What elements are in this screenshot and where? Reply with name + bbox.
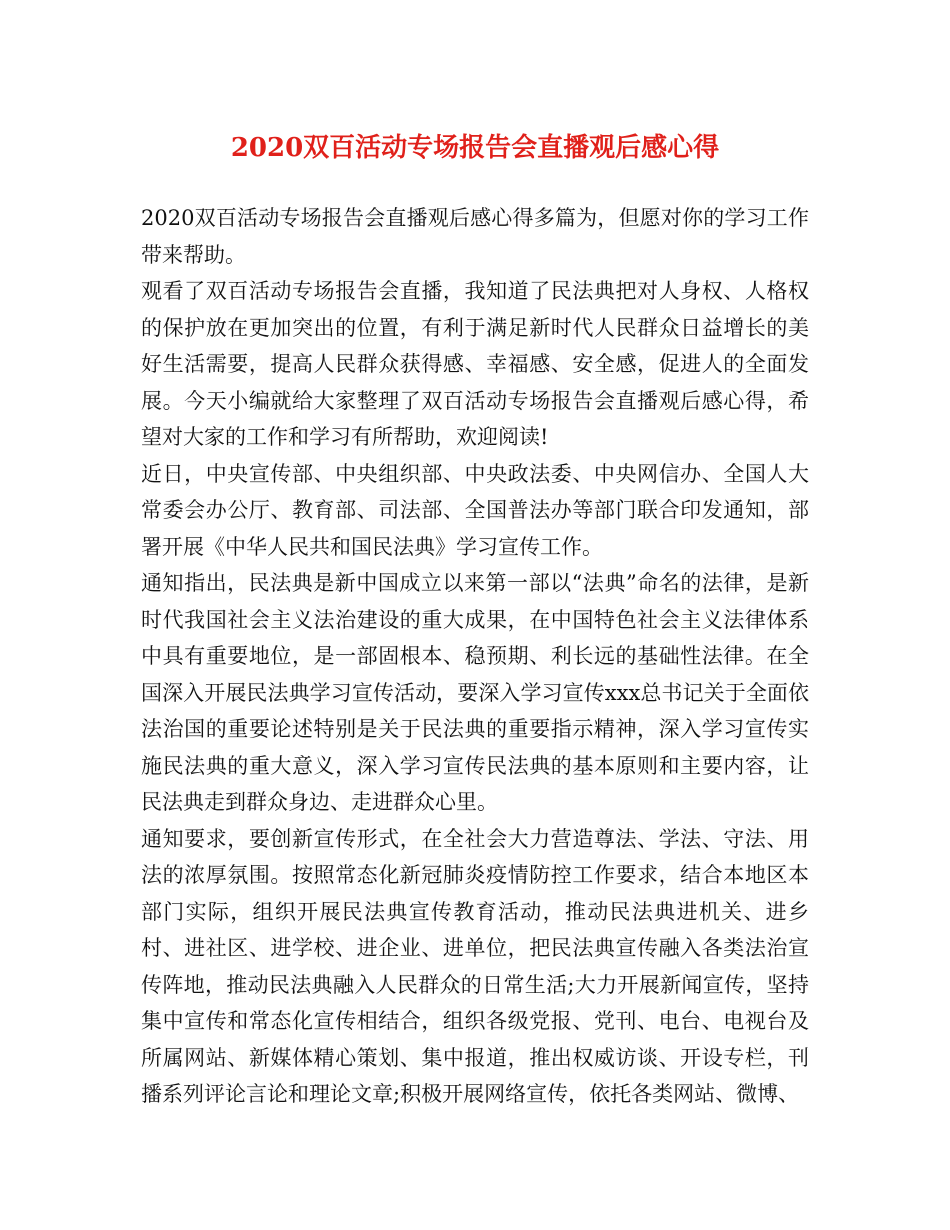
paragraph-summary: 观看了双百活动专场报告会直播，我知道了民法典把对人身权、人格权的保护放在更加突出的位置，有利于满足新时代人民群众日益增长的美好生活需要，提高人民群众获得感、幸福感、安全感，促进人的全面发展。今天小编就给大家整理了双百活动专场报告会直播观后感心得，希望对大家的工作和学习有所帮助，欢迎阅读! bbox=[141, 279, 809, 449]
paragraph-intro: 2020双百活动专场报告会直播观后感心得多篇为，但愿对你的学习工作带来帮助。 bbox=[141, 206, 809, 267]
paragraph-notice-requirements: 通知要求，要创新宣传形式，在全社会大力营造尊法、学法、守法、用法的浓厚氛围。按照常态化新冠肺炎疫情防控工作要求，结合本地区本部门实际，组织开展民法典宣传教育活动，推动民法典进机关、进乡村、进社区、进学校、进企业、进单位，把民法典宣传融入各类法治宣传阵地，推动民法典融入人民群众的日常生活;大力开展新闻宣传，坚持集中宣传和常态化宣传相结合，组织各级党报、党刊、电台、电视台及所属网站、新媒体精心策划、集中报道，推出权威访谈、开设专栏，刊播系列评论言论和理论文章;积极开展网络宣传，依托各类网站、微博、 bbox=[141, 826, 809, 1106]
document-body bbox=[141, 200, 809, 1113]
paragraph-notice: 近日，中央宣传部、中央组织部、中央政法委、中央网信办、全国人大常委会办公厅、教育部、司法部、全国普法办等部门联合印发通知，部署开展《中华人民共和国民法典》学习宣传工作。 bbox=[141, 461, 809, 559]
paragraph-notice-points: 通知指出，民法典是新中国成立以来第一部以“法典”命名的法律，是新时代我国社会主义法治建设的重大成果，在中国特色社会主义法律体系中具有重要地位，是一部固根本、稳预期、利长远的基础性法律。在全国深入开展民法典学习宣传活动，要深入学习宣传xxx总书记关于全面依法治国的重要论述特别是关于民法典的重要指示精神，深入学习宣传实施民法典的重大意义，深入学习宣传民法典的基本原则和主要内容，让民法典走到群众身边、走进群众心里。 bbox=[141, 571, 809, 814]
document-title: 2020双百活动专场报告会直播观后感心得 bbox=[230, 133, 720, 163]
